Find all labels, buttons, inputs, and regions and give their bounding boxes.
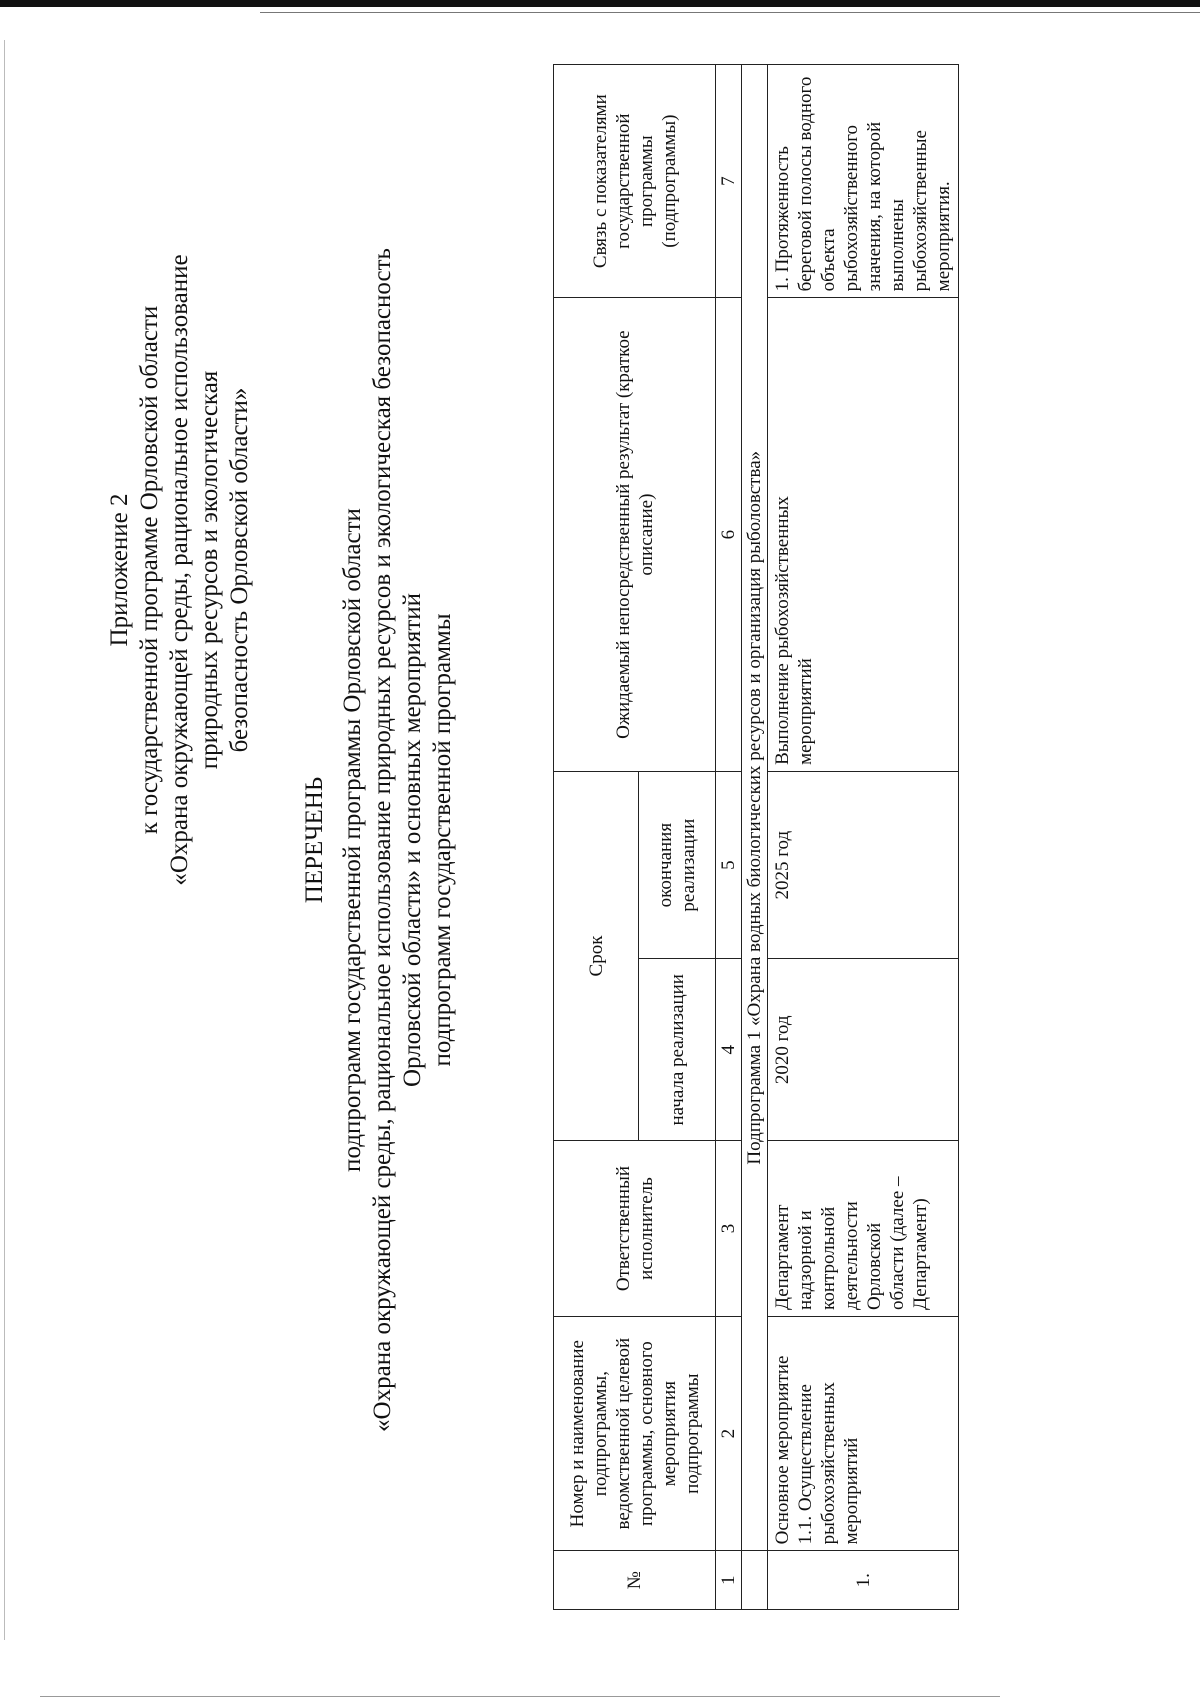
appendix-line: природных ресурсов и экологическая [196,370,223,770]
appendix-line: Приложение 2 [106,493,133,647]
title-line: подпрограмм государственной программы [429,613,456,1067]
table-row [768,65,959,1610]
row-executor: Департамент надзорной и контрольной деятельности Орловской области (далее – Департамент) [768,1141,959,1317]
appendix-line: «Охрана окружающей среды, рациональное использование [166,254,193,886]
subprogram-row [742,65,768,1610]
rotated-page [45,60,1155,1620]
title-heading: ПЕРЕЧЕНЬ [301,776,328,904]
header-end: окончания реализации [639,771,716,959]
header-start: начала реализации [639,959,716,1141]
header-link: Связь с показателями государственной программы (подпрограммы) [554,65,716,298]
subprogram-title: Подпрограмма 1 «Охрана водных биологических ресурсов и организация рыболовства» [742,65,768,1551]
title-line: Орловской области» и основных мероприятий [399,592,426,1088]
column-number: 4 [716,959,742,1141]
appendix-note [105,60,255,1620]
column-number: 1 [716,1551,742,1610]
row-start: 2020 год [768,959,959,1141]
scan-edge-line [260,12,1200,13]
title-line: подпрограмм государственной программы Орловской области [339,508,366,1172]
row-end: 2025 год [768,771,959,959]
scan-edge-top [0,0,1200,7]
column-number: 7 [716,65,742,298]
column-number: 3 [716,1141,742,1317]
activities-table [553,64,959,1610]
subprogram-spacer [742,1551,768,1610]
header-result: Ожидаемый непосредственный результат (краткое описание) [554,298,716,772]
appendix-line: безопасность Орловской области» [226,387,253,753]
column-number: 6 [716,298,742,772]
header-executor: Ответственный исполнитель [554,1141,716,1317]
scan-edge-left [4,40,5,1640]
column-number: 2 [716,1316,742,1550]
row-result: Выполнение рыбохозяйственных мероприятий [768,298,959,772]
title-line: «Охрана окружающей среды, рациональное использование природных ресурсов и экологическая безопасность [369,248,396,1432]
row-name: Основное мероприятие 1.1. Осуществление рыбохозяйственных мероприятий [768,1316,959,1550]
scan-edge-bottom [40,1696,1000,1697]
header-name: Номер и наименование подпрограммы, ведомственной целевой программы, основного мероприятия подпрограммы [554,1316,716,1550]
appendix-line: к государственной программе Орловской области [136,305,163,835]
column-numbers-row [716,65,742,1610]
document-title [300,60,458,1620]
row-link: 1. Протяженность береговой полосы водного объекта рыбохозяйственного значения, на которой выполнены рыбохозяйственные мероприятия. [768,65,959,298]
header-no: № [554,1551,716,1610]
column-number: 5 [716,771,742,959]
table-header-row [554,65,639,1610]
header-term: Срок [554,771,639,1140]
row-number: 1. [768,1551,959,1610]
